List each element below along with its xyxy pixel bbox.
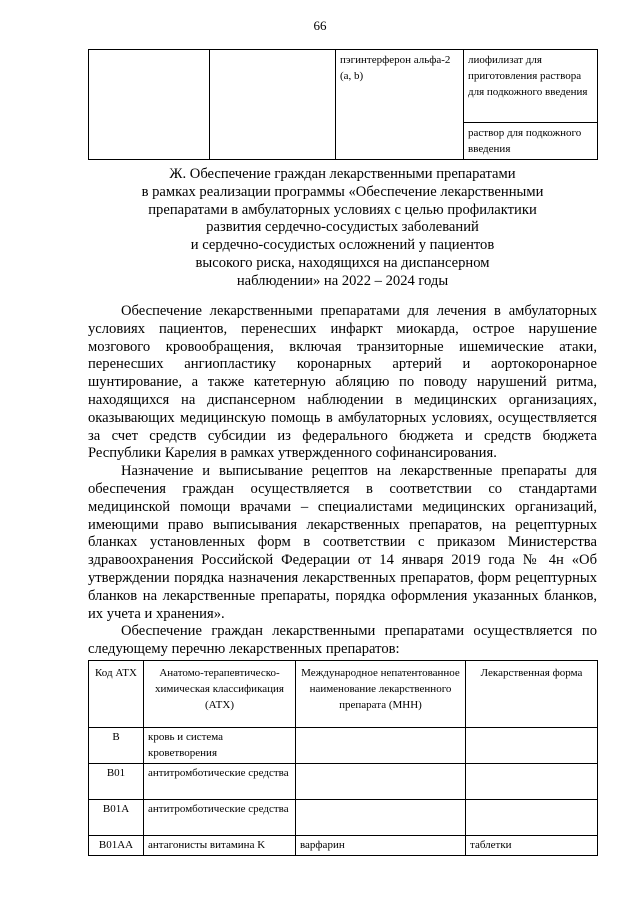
cell-code: B01: [89, 764, 144, 800]
cell-form: [466, 764, 598, 800]
cell-code: B01AA: [89, 836, 144, 856]
cell-inn: [296, 800, 466, 836]
heading-line: препаратами в амбулаторных условиях с целью профилактики: [148, 201, 537, 218]
cell-class: антагонисты витамина K: [144, 836, 296, 856]
cell-inn: варфарин: [296, 836, 466, 856]
heading-line: Ж. Обеспечение граждан лекарственными препаратами: [169, 166, 516, 182]
table-row: [89, 836, 598, 856]
cell-form: [466, 800, 598, 836]
header-inn: Международное непатентованное наименование лекарственного препарата (МНН): [296, 661, 466, 728]
continued-drug-table: [88, 49, 598, 160]
paragraph: Назначение и выписывание рецептов на лекарственные препараты для обеспечения граждан осуществляется в соответствии со стандартами медицинской помощи врачами – специалистами медицинских организаций, имеющими право выписывания лекарственных препаратов, на рецептурных бланках установленных форм в соответствии с приказом Министерства здравоохранения Российской Федерации от 14 января 2019 года № 4н «Об утверждении порядка назначения лекарственных препаратов, форм рецептурных бланков на лекарственные препараты, порядка оформления указанных бланков, их учета и хранения».: [88, 463, 597, 622]
paragraph: Обеспечение лекарственными препаратами для лечения в амбулаторных условиях пациентов, перенесших инфаркт миокарда, острое нарушение мозгового кровообращения, включая транзиторные ишемические атаки, перенесших ангиопластику коронарных артерий и аортокоронарное шунтирование, а также катетерную абляцию по поводу нарушений ритма, находящихся на диспансерном наблюдении в медицинских организациях, оказывающих медицинскую помощь в амбулаторных условиях, осуществляется за счет средств субсидии из федерального бюджета и средств бюджета Республики Карелия в рамках утвержденного софинансирования.: [88, 303, 597, 462]
cell-code: B: [89, 728, 144, 764]
table-cell: [89, 50, 210, 160]
body-text: [88, 303, 597, 659]
table-cell-form: раствор для подкожного введения: [464, 123, 598, 160]
cell-inn: [296, 728, 466, 764]
heading-line: развития сердечно-сосудистых заболеваний: [206, 219, 479, 236]
atx-drug-table: [88, 660, 598, 856]
cell-class: антитромботические средства: [144, 800, 296, 836]
table-row: [89, 50, 598, 123]
header-atx-code: Код АТХ: [89, 661, 144, 728]
cell-class: кровь и система кроветворения: [144, 728, 296, 764]
cell-form: [466, 728, 598, 764]
heading-line: высокого риска, находящихся на диспансерном: [195, 254, 490, 271]
cell-class: антитромботические средства: [144, 764, 296, 800]
heading-line: наблюдении» на 2022 – 2024 годы: [236, 272, 449, 289]
heading-line: и сердечно-сосудистых осложнений у пациентов: [190, 237, 495, 254]
section-heading: [88, 166, 597, 291]
table-row: [89, 800, 598, 836]
header-dosage-form: Лекарственная форма: [466, 661, 598, 728]
table-header-row: [89, 661, 598, 728]
header-atx-classification: Анатомо-терапевтическо-химическая классификация (АТХ): [144, 661, 296, 728]
cell-inn: [296, 764, 466, 800]
cell-code: B01A: [89, 800, 144, 836]
table-row: [89, 764, 598, 800]
table-cell-inn: пэгинтерферон альфа-2 (a, b): [336, 50, 464, 160]
paragraph: Обеспечение граждан лекарственными препаратами осуществляется по следующему перечню лекарственных препаратов:: [88, 623, 597, 658]
cell-form: таблетки: [466, 836, 598, 856]
table-row: [89, 728, 598, 764]
table-cell: [210, 50, 336, 160]
heading-line: в рамках реализации программы «Обеспечение лекарственными: [141, 183, 544, 200]
page-number: 66: [313, 18, 327, 33]
table-cell-form: лиофилизат для приготовления раствора для подкожного введения: [464, 50, 598, 123]
